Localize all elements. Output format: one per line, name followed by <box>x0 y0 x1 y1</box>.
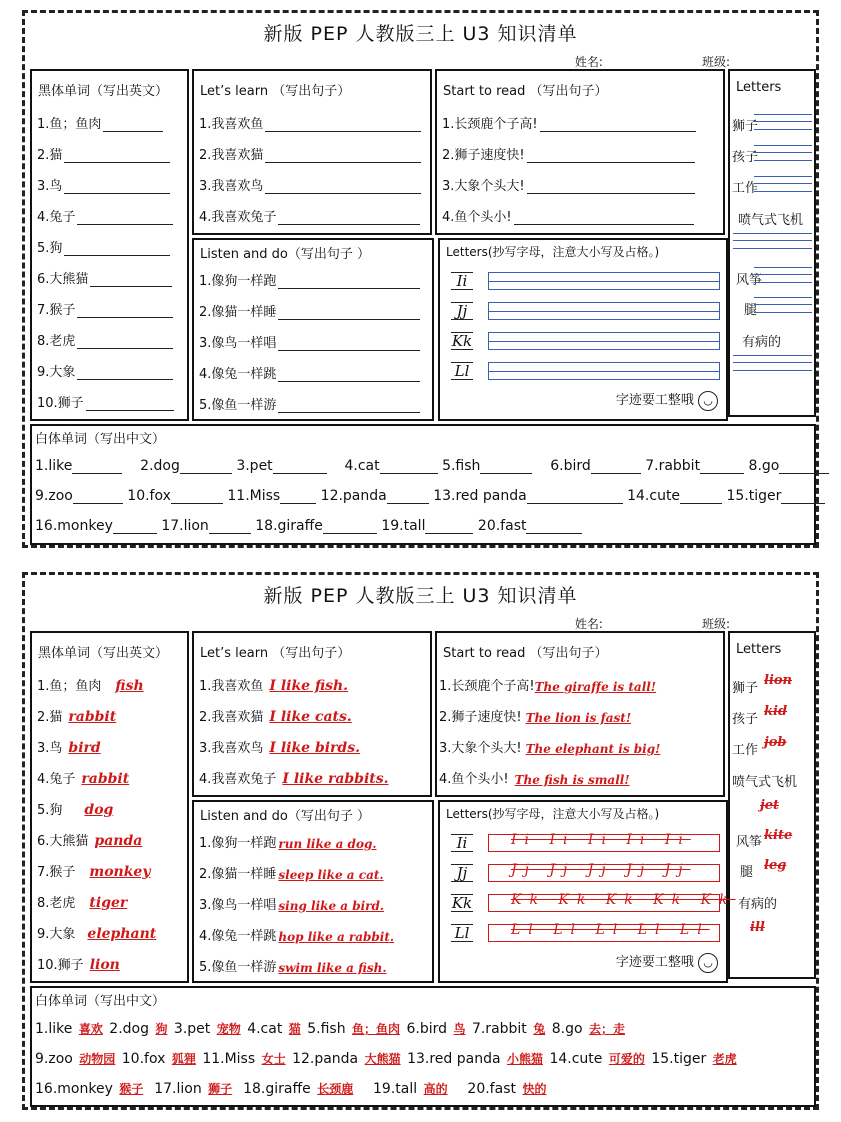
answer-text: 狗 <box>155 1022 168 1036</box>
lets-learn-box <box>192 631 432 797</box>
white-word-item: 12.panda <box>321 488 429 504</box>
answer-text: fish <box>115 678 144 694</box>
white-word-item: 13.red panda 小熊猫 <box>407 1051 543 1067</box>
bold-words-box <box>30 631 189 983</box>
start-to-read-row: 1.长颈鹿个子高! The giraffe is tall! <box>439 679 657 694</box>
answer-blank[interactable] <box>323 519 377 534</box>
answer-text: 兔 <box>533 1022 546 1036</box>
answer-text: 鸟 <box>453 1022 466 1036</box>
answer-text: 小熊猫 <box>506 1052 543 1066</box>
start-to-read-row: 3.大象个头大! <box>442 175 695 194</box>
answer-text: job <box>764 735 787 750</box>
bold-word-row: 5.狗 <box>37 237 170 256</box>
letters-word-label: 喷气式飞机 <box>732 775 798 790</box>
answer-blank[interactable] <box>278 303 420 320</box>
white-word-item: 15.tiger <box>727 488 826 504</box>
letter-model: Ll <box>451 924 473 942</box>
white-word-item: 8.go <box>749 458 830 474</box>
start-to-read-row: 4.鱼个头小! The fish is small! <box>439 772 630 787</box>
white-words-row <box>35 1020 627 1037</box>
white-word-item: 18.giraffe <box>255 518 377 534</box>
listen-and-do-row: 4.像兔一样跳 <box>199 363 420 382</box>
letters-copy-header: Letters(抄写字母，注意大小写及占格。) <box>446 245 660 259</box>
answer-blank[interactable] <box>73 489 123 504</box>
answer-text: 猴子 <box>119 1082 144 1096</box>
answer-blank[interactable] <box>103 115 163 132</box>
bold-word-row: 1.鱼；鱼肉 <box>37 113 163 132</box>
answer-blank[interactable] <box>64 239 170 256</box>
smiley-icon: ◡ <box>698 953 718 973</box>
start-to-read-row: 4.鱼个头小! <box>442 206 694 225</box>
letters-word-field[interactable] <box>754 673 812 692</box>
bold-word-row: 6.大熊猫 <box>37 268 172 287</box>
bold-word-row: 5.狗 dog <box>37 802 114 818</box>
copied-letters: Ll Ll Ll Ll Ll <box>511 922 710 938</box>
answer-text: panda <box>94 833 143 849</box>
letter-model: Kk <box>451 894 473 912</box>
white-word-item: 14.cute <box>627 488 722 504</box>
white-word-item: 7.rabbit 兔 <box>471 1021 546 1037</box>
answer-blank[interactable] <box>77 363 173 380</box>
letters-word-label: 风筝 <box>736 273 763 288</box>
listen-and-do-header: Listen and do（写出句子 ） <box>200 247 371 262</box>
letters-word-field[interactable] <box>754 704 812 723</box>
class-label: 班级: <box>701 617 730 631</box>
letters-word-field[interactable] <box>754 735 812 754</box>
answer-text: leg <box>764 858 787 873</box>
white-word-item: 14.cute 可爱的 <box>549 1051 645 1067</box>
answer-text: monkey <box>89 864 151 880</box>
listen-and-do-row: 2.像猫一样睡 sleep like a cat. <box>199 867 384 882</box>
letter-model: Kk <box>451 332 473 350</box>
bold-word-row: 9.大象 elephant <box>37 926 157 942</box>
answer-text: The giraffe is tall! <box>534 680 657 694</box>
letter-copy-lines[interactable] <box>488 864 720 882</box>
answer-text: I like fish. <box>269 678 349 694</box>
listen-and-do-row: 4.像兔一样跳 hop like a rabbit. <box>199 929 395 944</box>
answer-text: 女士 <box>261 1052 286 1066</box>
white-word-item: 17.lion <box>161 518 250 534</box>
answer-blank[interactable] <box>273 459 327 474</box>
letters-word-label: 工作 <box>732 743 759 758</box>
answer-text: 长颈鹿 <box>317 1082 354 1096</box>
lets-learn-row: 2.我喜欢猫 I like cats. <box>199 709 352 725</box>
answer-blank[interactable] <box>425 519 473 534</box>
answer-text: 猫 <box>288 1022 301 1036</box>
white-words-row <box>35 458 829 474</box>
name-label: 姓名: <box>574 55 603 69</box>
answer-blank[interactable] <box>77 208 173 225</box>
bold-word-row: 4.兔子 <box>37 206 173 225</box>
answer-blank[interactable] <box>278 272 420 289</box>
letter-model: Jj <box>451 302 473 320</box>
answer-text: I like rabbits. <box>282 771 389 787</box>
bold-word-row: 7.猴子 <box>37 299 173 318</box>
bold-word-row: 6.大熊猫 panda <box>37 833 143 849</box>
letters-word-label: 孩子 <box>732 150 759 165</box>
answer-text: 可爱的 <box>608 1052 645 1066</box>
answer-blank[interactable] <box>387 489 429 504</box>
white-word-item: 16.monkey 猴子 <box>35 1081 144 1097</box>
answer-text: 鱼；鱼肉 <box>352 1022 401 1036</box>
lets-learn-row: 3.我喜欢鸟 <box>199 175 421 194</box>
white-word-item: 1.like <box>35 458 122 474</box>
answer-text: elephant <box>87 926 157 942</box>
white-word-item: 16.monkey <box>35 518 157 534</box>
letters-word-field[interactable] <box>754 858 812 877</box>
letters-word-field[interactable] <box>754 297 812 313</box>
answer-blank[interactable] <box>278 208 420 225</box>
listen-and-do-box <box>192 800 434 983</box>
white-word-item: 3.pet <box>236 458 326 474</box>
letters-word-field[interactable] <box>750 798 790 817</box>
answer-blank[interactable] <box>514 208 694 225</box>
white-word-item: 19.tall 高的 <box>373 1081 448 1097</box>
letters-word-label: 工作 <box>732 181 759 196</box>
answer-text: kid <box>764 704 788 719</box>
copied-letters: Ii Ii Ii Ii Ii <box>511 832 691 848</box>
answer-blank[interactable] <box>278 334 420 351</box>
white-words-row <box>35 1080 548 1097</box>
letters-word-label: 狮子 <box>732 119 759 134</box>
letters-copy-box <box>438 800 736 983</box>
white-word-item: 17.lion 狮子 <box>154 1081 233 1097</box>
bold-word-row: 1.鱼；鱼肉 fish <box>37 678 144 694</box>
white-word-item: 8.go 去；走 <box>551 1021 626 1037</box>
answer-blank[interactable] <box>209 519 251 534</box>
bold-word-row: 8.老虎 tiger <box>37 895 128 911</box>
letters-words-header: Letters <box>736 80 782 95</box>
white-word-item: 2.dog 狗 <box>109 1021 168 1037</box>
listen-and-do-row: 1.像狗一样跑 <box>199 270 420 289</box>
answer-blank[interactable] <box>64 146 170 163</box>
bold-word-row: 3.鸟 bird <box>37 740 101 756</box>
letters-copy-header: Letters(抄写字母，注意大小写及占格。) <box>446 807 660 821</box>
letters-word-label: 风筝 <box>736 835 763 850</box>
letter-model: Ii <box>451 272 473 290</box>
letter-copy-lines[interactable] <box>488 924 720 942</box>
answer-blank[interactable] <box>265 177 421 194</box>
start-to-read-row: 1.长颈鹿个子高! <box>442 113 696 132</box>
letters-word-field[interactable] <box>754 267 812 283</box>
answer-blank[interactable] <box>72 459 122 474</box>
white-word-item: 6.bird <box>550 458 641 474</box>
answer-blank[interactable] <box>64 177 170 194</box>
answer-text: 狮子 <box>208 1082 233 1096</box>
start-to-read-row: 3.大象个头大! The elephant is big! <box>439 741 661 756</box>
white-word-item: 11.Miss <box>227 488 316 504</box>
answer-blank[interactable] <box>680 489 722 504</box>
letters-word-field[interactable] <box>733 355 812 371</box>
class-label: 班级: <box>701 55 730 69</box>
answer-text: I like birds. <box>269 740 360 756</box>
white-words-header: 白体单词（写出中文） <box>35 432 166 447</box>
listen-and-do-box <box>192 238 434 421</box>
white-words-row <box>35 488 825 504</box>
letters-word-field[interactable] <box>754 828 812 847</box>
letters-word-label: 喷气式飞机 <box>738 213 804 228</box>
listen-and-do-row: 2.像猫一样睡 <box>199 301 420 320</box>
white-word-item: 9.zoo <box>35 488 123 504</box>
worksheet-answers <box>22 572 819 1110</box>
start-to-read-box <box>435 631 725 797</box>
answer-blank[interactable] <box>278 396 420 413</box>
listen-and-do-row: 3.像鸟一样唱 <box>199 332 420 351</box>
answer-text: 去；走 <box>589 1022 626 1036</box>
answer-blank[interactable] <box>781 489 825 504</box>
smiley-icon: ◡ <box>698 391 718 411</box>
answer-text: 动物园 <box>79 1052 116 1066</box>
letters-word-label: 狮子 <box>732 681 759 696</box>
lets-learn-header: Let’s learn （写出句子） <box>200 84 351 99</box>
copied-letters: Kk Kk Kk Kk Kk <box>511 892 736 908</box>
start-to-read-row: 2.狮子速度快! The lion is fast! <box>439 710 632 725</box>
answer-text: hop like a rabbit. <box>278 930 395 944</box>
white-word-item: 20.fast 快的 <box>467 1081 547 1097</box>
white-words-row <box>35 1050 739 1067</box>
bold-word-row: 2.猫 rabbit <box>37 709 117 725</box>
letters-word-field[interactable] <box>733 233 812 249</box>
answer-text: swim like a fish. <box>278 961 387 975</box>
white-word-item: 11.Miss 女士 <box>202 1051 286 1067</box>
white-words-box <box>30 424 816 545</box>
bold-word-row: 4.兔子 rabbit <box>37 771 130 787</box>
bold-word-row: 2.猫 <box>37 144 170 163</box>
lets-learn-row: 2.我喜欢猫 <box>199 144 421 163</box>
bold-words-header: 黑体单词（写出英文） <box>38 84 169 99</box>
bold-word-row: 10.狮子 lion <box>37 957 120 973</box>
lets-learn-box <box>192 69 432 235</box>
white-word-item: 5.fish <box>442 458 532 474</box>
answer-text: jet <box>760 798 779 813</box>
answer-text: The elephant is big! <box>525 742 661 756</box>
start-to-read-header: Start to read （写出句子） <box>443 84 608 99</box>
letter-copy-lines[interactable] <box>488 272 720 290</box>
answer-text: 高的 <box>423 1082 448 1096</box>
answer-text: 快的 <box>522 1082 547 1096</box>
answer-blank[interactable] <box>180 459 232 474</box>
lets-learn-row: 3.我喜欢鸟 I like birds. <box>199 740 360 756</box>
listen-and-do-row: 3.像鸟一样唱 sing like a bird. <box>199 898 385 913</box>
answer-text: rabbit <box>68 709 117 725</box>
bold-word-row: 8.老虎 <box>37 330 173 349</box>
answer-blank[interactable] <box>113 519 157 534</box>
white-word-item: 4.cat 猫 <box>247 1021 301 1037</box>
answer-text: lion <box>764 673 792 688</box>
answer-blank[interactable] <box>90 270 172 287</box>
answer-text: The fish is small! <box>514 773 630 787</box>
letters-word-label: 有病的 <box>742 335 782 350</box>
answer-text: 大熊猫 <box>364 1052 401 1066</box>
answer-blank[interactable] <box>265 146 421 163</box>
white-words-box <box>30 986 816 1107</box>
letters-words-header: Letters <box>736 642 782 657</box>
answer-text: tiger <box>89 895 128 911</box>
letters-word-label: 有病的 <box>738 897 778 912</box>
white-word-item: 6.bird 鸟 <box>406 1021 466 1037</box>
answer-blank[interactable] <box>779 459 829 474</box>
answer-blank[interactable] <box>86 394 174 411</box>
lets-learn-row: 4.我喜欢兔子 I like rabbits. <box>199 771 389 787</box>
white-word-item: 9.zoo 动物园 <box>35 1051 116 1067</box>
answer-text: I like cats. <box>269 709 352 725</box>
letters-word-field[interactable] <box>754 145 812 161</box>
letters-word-label: 孩子 <box>732 712 759 727</box>
letter-model: Ll <box>451 362 473 380</box>
letters-word-field[interactable] <box>754 176 812 192</box>
white-word-item: 3.pet 宠物 <box>173 1021 241 1037</box>
letters-word-label: 腿 <box>740 865 754 880</box>
lets-learn-row: 4.我喜欢兔子 <box>199 206 420 225</box>
answer-text: rabbit <box>81 771 130 787</box>
answer-blank[interactable] <box>540 115 696 132</box>
listen-and-do-header: Listen and do（写出句子 ） <box>200 809 371 824</box>
letters-words-box <box>728 69 816 417</box>
answer-text: kite <box>764 828 793 843</box>
listen-and-do-row: 1.像狗一样跑 run like a dog. <box>199 836 377 851</box>
start-to-read-header: Start to read （写出句子） <box>443 646 608 661</box>
answer-blank[interactable] <box>77 332 173 349</box>
listen-and-do-row: 5.像鱼一样游 swim like a fish. <box>199 960 387 975</box>
answer-blank[interactable] <box>278 365 420 382</box>
letter-copy-lines[interactable] <box>488 332 720 350</box>
white-word-item: 15.tiger 老虎 <box>651 1051 737 1067</box>
page-title: 新版 PEP 人教版三上 U3 知识清单 <box>263 23 578 45</box>
letter-copy-lines[interactable] <box>488 834 720 852</box>
neat-writing-note: 字迹要工整哦 ◡ <box>616 951 718 973</box>
lets-learn-row: 1.我喜欢鱼 I like fish. <box>199 678 349 694</box>
answer-blank[interactable] <box>527 146 695 163</box>
neat-writing-note: 字迹要工整哦 ◡ <box>616 389 718 411</box>
white-word-item: 10.fox <box>127 488 223 504</box>
answer-blank[interactable] <box>265 115 421 132</box>
white-word-item: 2.dog <box>140 458 232 474</box>
answer-text: sleep like a cat. <box>278 868 384 882</box>
answer-blank[interactable] <box>280 489 316 504</box>
answer-blank[interactable] <box>171 489 223 504</box>
letter-copy-lines[interactable] <box>488 892 736 912</box>
letters-copy-box <box>438 238 728 421</box>
letter-model: Ii <box>451 834 473 852</box>
listen-and-do-row: 5.像鱼一样游 <box>199 394 420 413</box>
bold-words-header: 黑体单词（写出英文） <box>38 646 169 661</box>
answer-text: 喜欢 <box>78 1022 103 1036</box>
answer-blank[interactable] <box>527 489 623 504</box>
answer-blank[interactable] <box>380 459 438 474</box>
white-words-header: 白体单词（写出中文） <box>35 994 166 1009</box>
start-to-read-row: 2.狮子速度快! <box>442 144 695 163</box>
white-word-item: 10.fox 狐狸 <box>121 1051 196 1067</box>
answer-blank[interactable] <box>700 459 744 474</box>
answer-text: 狐狸 <box>171 1052 196 1066</box>
white-word-item: 1.like 喜欢 <box>35 1021 103 1037</box>
answer-text: dog <box>84 802 114 818</box>
answer-blank[interactable] <box>527 177 695 194</box>
worksheet-blank <box>22 10 819 548</box>
bold-word-row: 9.大象 <box>37 361 173 380</box>
answer-blank[interactable] <box>591 459 641 474</box>
bold-word-row: 7.猴子 monkey <box>37 864 151 880</box>
bold-words-box <box>30 69 189 421</box>
letter-copy-lines[interactable] <box>488 362 720 380</box>
lets-learn-row: 1.我喜欢鱼 <box>199 113 421 132</box>
start-to-read-box <box>435 69 725 235</box>
answer-text: The lion is fast! <box>525 711 632 725</box>
letters-words-box <box>728 631 816 979</box>
white-word-item: 4.cat <box>345 458 438 474</box>
page-title: 新版 PEP 人教版三上 U3 知识清单 <box>263 585 578 607</box>
answer-text: lion <box>89 957 120 973</box>
white-words-row <box>35 518 582 534</box>
answer-text: run like a dog. <box>278 837 377 851</box>
bold-word-row: 10.狮子 <box>37 392 174 411</box>
answer-text: 老虎 <box>712 1052 737 1066</box>
answer-blank[interactable] <box>77 301 173 318</box>
name-class-row <box>575 615 808 632</box>
bold-word-row: 3.鸟 <box>37 175 170 194</box>
answer-blank[interactable] <box>526 519 582 534</box>
answer-text: 宠物 <box>216 1022 241 1036</box>
lets-learn-header: Let’s learn （写出句子） <box>200 646 351 661</box>
white-word-item: 13.red panda <box>433 488 622 504</box>
letters-word-field[interactable] <box>754 114 812 130</box>
letter-model: Jj <box>451 864 473 882</box>
white-word-item: 20.fast <box>478 518 583 534</box>
copied-letters: Jj Jj Jj Jj Jj <box>511 862 691 878</box>
white-word-item: 7.rabbit <box>645 458 744 474</box>
name-class-row <box>575 53 808 70</box>
white-word-item: 18.giraffe 长颈鹿 <box>243 1081 354 1097</box>
name-label: 姓名: <box>574 617 603 631</box>
white-word-item: 5.fish 鱼；鱼肉 <box>307 1021 401 1037</box>
white-word-item: 19.tall <box>381 518 473 534</box>
answer-blank[interactable] <box>480 459 532 474</box>
answer-text: ill <box>750 920 765 935</box>
answer-text: sing like a bird. <box>278 899 385 913</box>
answer-text: bird <box>68 740 101 756</box>
letters-word-label: 腿 <box>744 303 758 318</box>
letters-word-field[interactable] <box>740 920 790 939</box>
letter-copy-lines[interactable] <box>488 302 720 320</box>
white-word-item: 12.panda 大熊猫 <box>292 1051 401 1067</box>
